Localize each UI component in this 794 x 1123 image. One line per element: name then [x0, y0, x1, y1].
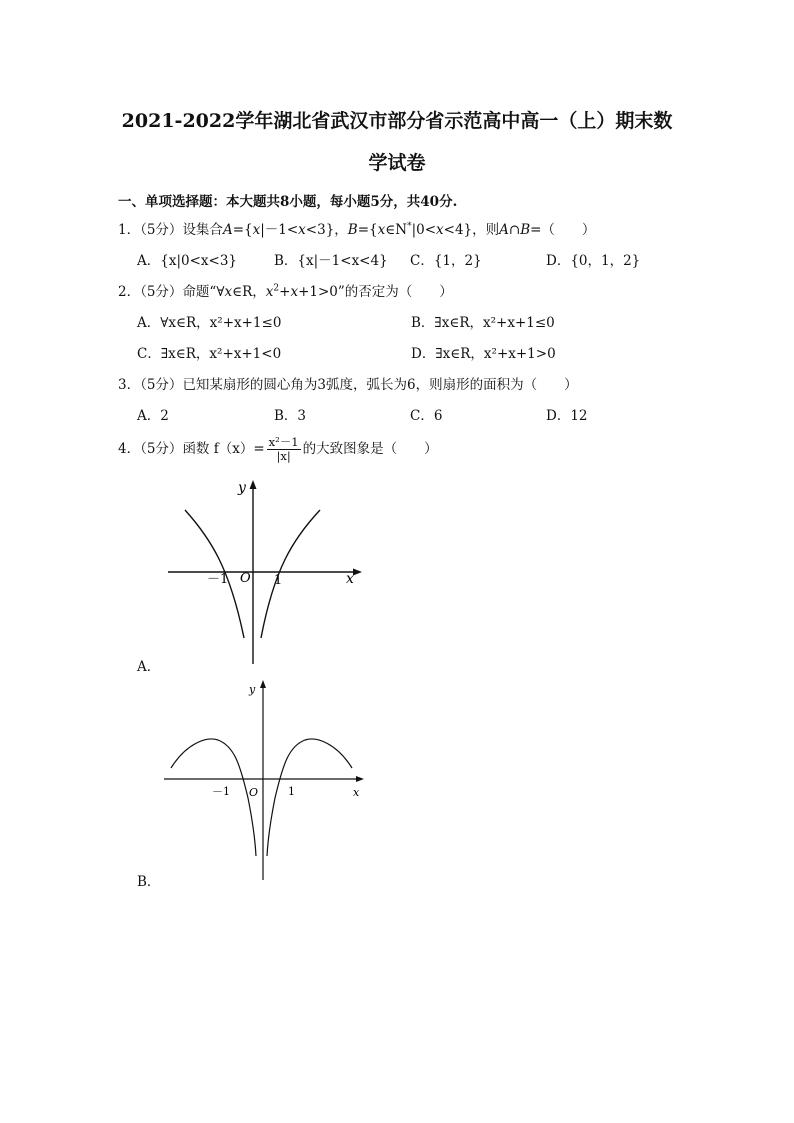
y-label: y — [238, 480, 246, 496]
option-2d: D．∃x∈R，x²+x+1>0 — [411, 346, 556, 362]
tick-neg1: －1 — [212, 785, 230, 798]
y-label: y — [249, 683, 256, 696]
page-title-line2: 学试卷 — [368, 152, 426, 174]
option-3c: C．6 — [410, 408, 443, 424]
graph-a — [160, 478, 370, 668]
question-4: 4．（5分）函数 f（x）= $\frac{\text{x²－1}}{|x|}$ 的大致图象是（ ） — [118, 435, 438, 463]
option-1d: D．{0，1，2} — [546, 253, 641, 269]
option-2a: A．∀x∈R，x²+x+1≤0 — [137, 315, 282, 331]
question-number: 2． — [118, 284, 141, 300]
tick-neg1: －1 — [207, 572, 229, 587]
graph-b — [160, 678, 370, 884]
x-label: x — [353, 786, 360, 799]
option-1a: A．{x|0<x<3} — [137, 253, 238, 269]
x-arrow — [353, 569, 362, 576]
option-3a: A．2 — [137, 408, 169, 424]
question-score: （5分） — [140, 222, 183, 238]
question-score: （5分） — [140, 441, 183, 457]
option-4a: A． — [137, 659, 161, 675]
question-2: 2．（5分）命题“∀x∈R，$x^2+x+1>0$”的否定为（ ） — [118, 283, 453, 300]
tick-pos1: 1 — [288, 785, 295, 798]
option-1c: C．{1，2} — [410, 253, 482, 269]
y-arrow — [260, 680, 266, 688]
option-2b: B．∃x∈R，x²+x+1≤0 — [411, 315, 555, 331]
origin-label: O — [240, 571, 251, 586]
x-arrow — [356, 776, 364, 782]
option-1b: B．{x|－1<x<4} — [274, 253, 388, 269]
option-4b: B． — [137, 874, 161, 890]
y-arrow — [250, 480, 257, 489]
option-2c: C．∃x∈R，x²+x+1<0 — [137, 346, 282, 362]
section-header: 一、单项选择题：本大题共8小题，每小题5分，共40分. — [118, 194, 458, 210]
curve-right — [267, 739, 352, 856]
fraction: $\frac{\text{x²－1}}{|x|}$ — [268, 435, 299, 463]
option-3b: B．3 — [274, 408, 307, 424]
tick-pos1: 1 — [274, 573, 283, 588]
question-1: 1．（5分）设集合A={x|－1<x<3}，B={x∈N*|0<x<4}，则A∩B=（ ） — [118, 221, 596, 238]
page-title: 2021-2022学年湖北省武汉市部分省示范高中高一（上）期末数 — [121, 110, 673, 132]
question-score: （5分） — [140, 377, 183, 393]
question-number: 4． — [118, 441, 141, 457]
question-number: 1． — [118, 222, 141, 238]
curve-right — [261, 510, 320, 638]
origin-label: O — [249, 786, 259, 799]
question-number: 3． — [118, 377, 141, 393]
option-3d: D．12 — [546, 408, 588, 424]
x-label: x — [346, 571, 354, 587]
question-score: （5分） — [140, 284, 183, 300]
question-3: 3．（5分）已知某扇形的圆心角为3弧度，弧长为6，则扇形的面积为（ ） — [118, 377, 578, 393]
